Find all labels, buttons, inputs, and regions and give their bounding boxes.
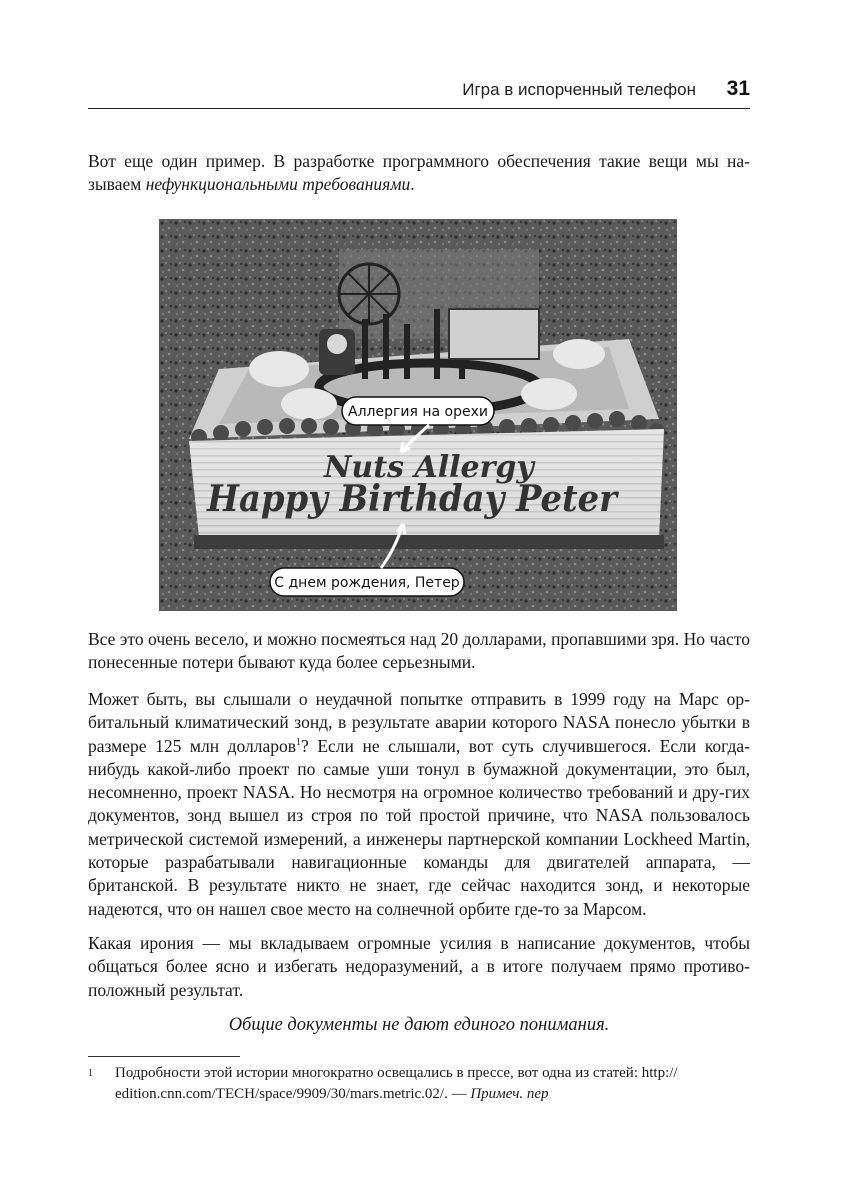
chapter-title: Игра в испорченный телефон: [462, 80, 696, 99]
intro-tail: .: [410, 174, 415, 195]
cake-photo: [159, 219, 677, 611]
intro-text: Вот еще один пример. В разработке программного обеспечения такие вещи мы на-зываем: [88, 151, 750, 195]
footnote-text: Подробности этой истории многократно освещались в прессе, вот одна из статей: http:// edition.cnn.com/TECH/space/9909/30/mars.metric.02/. —: [115, 1065, 678, 1102]
cake-writing-allergy: Nuts Allergy: [324, 450, 534, 485]
paragraph-nasa: [88, 688, 750, 921]
intro-emphasis: нефункциональными требованиями: [145, 174, 411, 195]
nasa-text-start: Может быть, вы слышали о неудачной попытке отправить в 1999 году на Марс ор-битальный климатический зонд, в результате аварии которого NASA понесло убытки в размере 125 млн долларов: [88, 689, 750, 756]
footnote: [88, 1063, 750, 1105]
paragraph-losses: Все это очень весело, и можно посмеяться над 20 долларами, пропавшими зря. Но часто понесенные потери бывают куда более серьезными.: [88, 629, 750, 673]
callout-birthday-label: С днем рождения, Петер: [274, 575, 460, 591]
page-number: 31: [726, 77, 750, 100]
footnote-translator-note: Примеч. пер: [470, 1086, 549, 1102]
running-head: [88, 78, 750, 109]
nasa-text-end: ? Если не слышали, вот суть случившегося. Если когда-нибудь какой-либо проект по самые уши тонул в бумажной документации, это был, несомненно, проект NASA. Но несмотря на огромное количество требований и дру-гих документов, зонд вышел из строя по той простой причине, что NASA пользовалось метрической системой измерений, а инженеры партнерской компании Lockheed Martin, которые разрабатывали навигационные команды для двигателей аппарата, — британской. В результате никто не знает, где сейчас находится зонд, и некоторые надеются, что он нашел свое место на солнечной орбите где-то за Марсом.: [88, 735, 750, 919]
key-takeaway: Общие документы не дают единого понимания.: [228, 1015, 610, 1035]
footnote-reference: 1: [296, 736, 302, 748]
footnote-mark: 1: [88, 1068, 93, 1079]
intro-paragraph: [88, 150, 750, 197]
paragraph-irony: Какая ирония — мы вкладываем огромные усилия в написание документов, чтобы общаться более ясно и избегать недоразумений, а в итоге получаем прямо противо-положный результат.: [88, 933, 750, 1000]
cake-illustration: [159, 219, 677, 611]
footnote-divider: [88, 1056, 240, 1057]
callout-allergy-label: Аллергия на орехи: [348, 404, 488, 420]
cake-writing-birthday: Happy Birthday Peter: [206, 478, 620, 520]
footnote-body: [115, 1063, 750, 1105]
